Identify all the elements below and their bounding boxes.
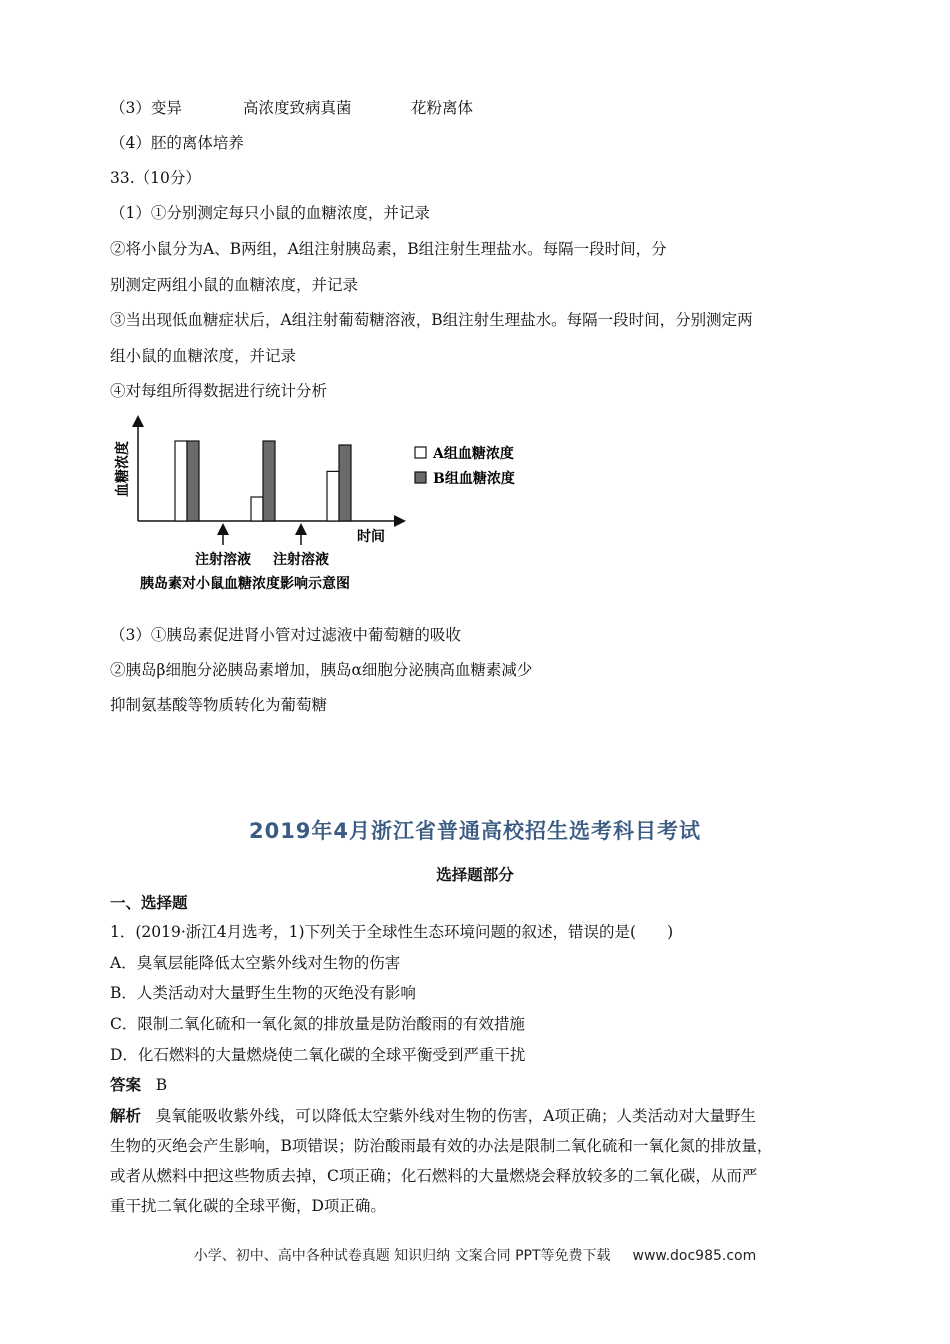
q3-col3: 花粉离体: [411, 99, 474, 117]
q33-step3a: ③当出现低血糖症状后，A组注射葡萄糖溶液，B组注射生理盐水。每隔一段时间，分别测定两: [110, 311, 753, 329]
footer: [0, 1245, 950, 1265]
q33-step4: ④对每组所得数据进行统计分析: [110, 382, 328, 400]
option-a: A．臭氧层能降低太空紫外线对生物的伤害: [110, 954, 401, 972]
legend-swatch-b: [415, 472, 426, 483]
bar-series1-group3: [327, 471, 339, 521]
injection-label-2: 注射溶液: [273, 552, 329, 568]
section-heading: 选择题部分: [436, 865, 514, 884]
legend-label-a: A组血糖浓度: [433, 446, 514, 462]
option-d: D．化石燃料的大量燃烧使二氧化碳的全球平衡受到严重干扰: [110, 1046, 526, 1064]
q3-col2: 高浓度致病真菌: [243, 99, 352, 117]
q33-step3b: 组小鼠的血糖浓度，并记录: [110, 347, 297, 365]
q3-answer-row: [110, 98, 473, 118]
bar-series2-group3: [339, 445, 351, 521]
injection-label-1: 注射溶液: [195, 552, 251, 568]
q4-answer: （4）胚的离体培养: [110, 134, 244, 152]
bar-series2-group1: [187, 441, 199, 521]
legend-swatch-a: [415, 447, 426, 458]
y-axis-label: 血糖浓度: [115, 441, 131, 497]
analysis-text-3: 或者从燃料中把这些物质去掉，C项正确；化石燃料的大量燃烧会释放较多的二氧化碳，从而严: [110, 1167, 758, 1185]
bar-series1-group2: [251, 497, 263, 521]
part-heading: 一、选择题: [110, 893, 188, 912]
answer-row: [110, 1075, 167, 1095]
q3-answer-2: ②胰岛β细胞分泌胰岛素增加，胰岛α细胞分泌胰高血糖素减少: [110, 661, 533, 679]
option-c: C．限制二氧化硫和一氧化氮的排放量是防治酸雨的有效措施: [110, 1015, 525, 1033]
answer-value: B: [155, 1076, 168, 1094]
analysis-text-2: 生物的灭绝会产生影响，B项错误；防治酸雨最有效的办法是限制二氧化硫和一氧化氮的排放量，: [110, 1137, 773, 1155]
x-axis-label: 时间: [357, 529, 385, 545]
option-b: B．人类活动对大量野生生物的灭绝没有影响: [110, 984, 416, 1002]
answer-label: 答案: [110, 1075, 142, 1094]
analysis-row-1: [110, 1106, 756, 1126]
bar-series1-group1: [175, 441, 187, 521]
footer-text: 小学、初中、高中各种试卷真题 知识归纳 文案合同 PPT等免费下载: [193, 1248, 611, 1264]
q33-step2a: ②将小鼠分为A、B两组，A组注射胰岛素，B组注射生理盐水。每隔一段时间，分: [110, 240, 667, 258]
q3-label: （3）变异: [110, 99, 182, 117]
q33-step1: （1）①分别测定每只小鼠的血糖浓度，并记录: [110, 204, 430, 222]
blood-glucose-chart: [105, 413, 565, 603]
footer-url[interactable]: www.doc985.com: [632, 1248, 757, 1264]
analysis-text-1: 臭氧能吸收紫外线，可以降低太空紫外线对生物的伤害，A项正确；人类活动对大量野生: [155, 1107, 756, 1125]
q3-answer-3: 抑制氨基酸等物质转化为葡萄糖: [110, 696, 328, 714]
q3-answer-1: （3）①胰岛素促进肾小管对过滤液中葡萄糖的吸收: [110, 626, 461, 644]
question-1: 1．(2019·浙江4月选考，1)下列关于全球性生态环境问题的叙述，错误的是( ): [110, 923, 674, 941]
legend-label-b: B组血糖浓度: [433, 471, 515, 487]
analysis-label: 解析: [110, 1106, 142, 1125]
chart-title: 胰岛素对小鼠血糖浓度影响示意图: [140, 576, 350, 592]
q33-heading: 33.（10分）: [110, 169, 201, 187]
q33-step2b: 别测定两组小鼠的血糖浓度，并记录: [110, 276, 359, 294]
analysis-text-4: 重干扰二氧化碳的全球平衡，D项正确。: [110, 1197, 386, 1215]
bar-series2-group2: [263, 441, 275, 521]
exam-title: 2019年4月浙江省普通高校招生选考科目考试: [248, 819, 702, 843]
